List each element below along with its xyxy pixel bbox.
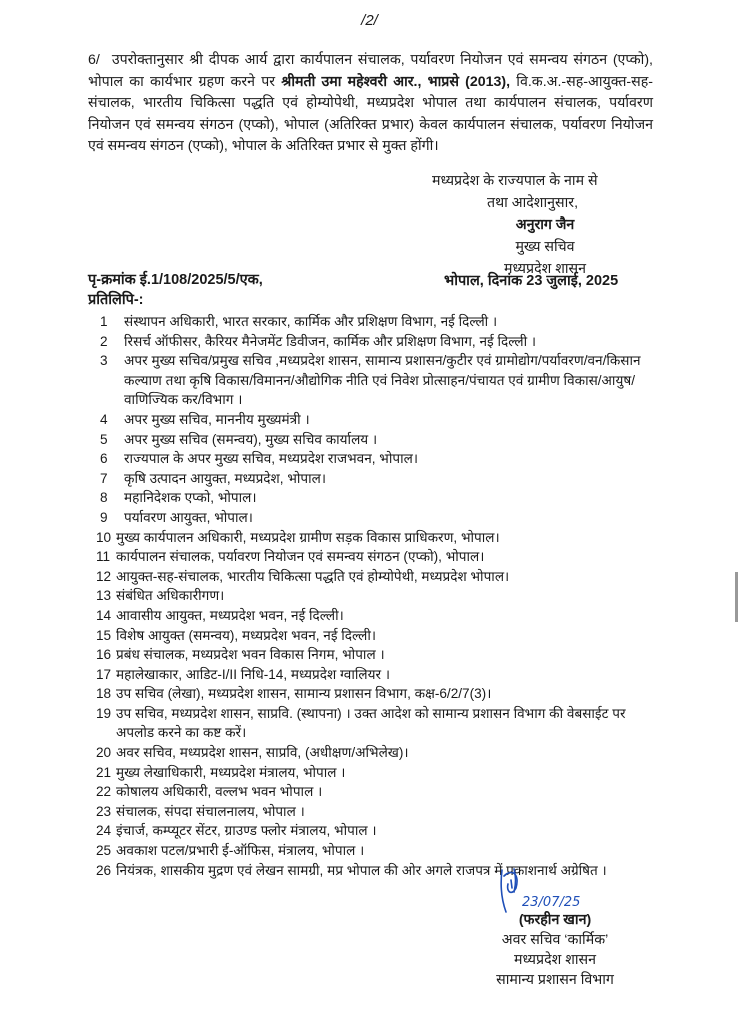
copy-list-item [96,704,660,743]
chief-secretary-name: अनुराग जैन [515,217,575,233]
copy-list-number: 20 [96,745,112,761]
signatory-designation: अवर सचिव ‘कार्मिक’ [501,932,609,948]
signatory-department: सामान्य प्रशासन विभाग [496,972,614,988]
copy-list-text: महानिदेशक एप्को, भोपाल। [124,490,257,506]
copy-list-text: नियंत्रक, शासकीय मुद्रण एवं लेखन सामग्री, मप्र भोपाल की ओर अगले राजपत्र में प्रकाशनार्थ अग्रेषित । [116,862,607,878]
authority-line-1: मध्यप्रदेश के राज्यपाल के नाम से [432,173,598,189]
copy-list-number: 15 [96,627,112,643]
copy-list-item [96,802,660,822]
copy-list-item [96,567,660,587]
copy-list-number: 8 [100,490,108,506]
copy-list-number: 22 [96,784,112,800]
copy-list-number: 13 [96,588,112,604]
copy-list-number: 18 [96,686,112,702]
signatory-block [455,910,655,990]
reference-block [88,270,263,310]
copy-list-item [100,469,660,489]
signature-date: 23/07/25 [522,895,581,910]
copy-list-text: संस्थापन अधिकारी, भारत सरकार, कार्मिक और प्रशिक्षण विभाग, नई दिल्ली । [124,314,498,329]
copy-list-number: 23 [96,803,112,819]
copy-list-number: 7 [100,470,108,486]
copy-list-item [96,665,660,685]
copy-list-text: रिसर्च ऑफीसर, कैरियर मैनेजमेंट डिवीजन, कार्मिक और प्रशिक्षण विभाग, नई दिल्ली । [124,333,537,349]
reference-number: पृ-क्रमांक ई.1/108/2025/5/एक, [88,272,263,288]
page-number: /2/ [361,12,378,29]
copy-list-number: 19 [96,705,112,721]
copy-list-number: 5 [100,431,108,447]
copy-label: प्रतिलिपि-: [88,292,144,308]
chief-secretary-designation: मुख्य सचिव [515,239,575,255]
copy-list-item [96,606,660,626]
copy-list-item [96,743,660,763]
copy-list-number: 26 [96,862,112,878]
copy-list-number: 25 [96,843,112,859]
copy-list-item [100,351,660,410]
copy-list-number: 2 [100,333,108,349]
copy-list-number: 10 [96,529,112,545]
copy-list-text: कोषालय अधिकारी, वल्लभ भवन भोपाल । [116,784,323,800]
copy-list-item [96,763,660,783]
copy-list-item [100,410,660,430]
copy-list-number: 3 [100,353,108,369]
copy-list-text: विशेष आयुक्त (समन्वय), मध्यप्रदेश भवन, नई दिल्ली। [116,627,377,643]
copy-list-text: राज्यपाल के अपर मुख्य सचिव, मध्यप्रदेश राजभवन, भोपाल। [124,451,418,467]
paragraph-text-1: उपरोक्तानुसार श्री दीपक आर्य द्वारा कार्यपालन संचालक, पर्यावरण नियोजन एवं समन्वय संगठन (एप्को), भोपाल का कार्यभार ग्रहण करने पर [88,52,653,90]
copy-list-number: 12 [96,568,112,584]
authority-line-2: तथा आदेशानुसार, [487,195,579,211]
copy-list-item [96,645,660,665]
copy-list-text: अपर मुख्य सचिव/प्रमुख सचिव ,मध्यप्रदेश शासन, सामान्य प्रशासन/कुटीर एवं ग्रामोद्योग/पर्यावरण/वन/किसान कल्याण तथा कृषि विकास/विमानन/औद्योगिक नीति एवं निवेश प्रोत्साहन/पंचायत एवं ग्रामीण विकास/आयुष/ वाणिज्यिक कर/विभाग । [124,353,641,408]
copy-list-item [96,684,660,704]
copy-list-text: प्रबंध संचालक, मध्यप्रदेश भवन विकास निगम, भोपाल । [116,647,385,663]
copy-list-item [100,508,660,528]
copy-list-number: 24 [96,823,112,839]
copy-list-text: अवर सचिव, मध्यप्रदेश शासन, साप्रवि, (अधीक्षण/अभिलेख)। [116,745,409,761]
copy-list-number: 11 [96,549,111,565]
paragraph-number: 6/ [88,52,100,68]
copy-list-item [96,782,660,802]
copy-list-number: 16 [96,647,112,663]
copy-list [96,312,660,880]
signatory-name: (फरहीन खान) [518,912,592,928]
copy-list-text: कार्यपालन संचालक, पर्यावरण नियोजन एवं समन्वय संगठन (एप्को), भोपाल। [116,549,485,565]
copy-list-text: पर्यावरण आयुक्त, भोपाल। [124,509,253,525]
copy-list-text: आवासीय आयुक्त, मध्यप्रदेश भवन, नई दिल्ली। [116,607,344,623]
copy-list-text: मुख्य लेखाधिकारी, मध्यप्रदेश मंत्रालय, भोपाल । [116,764,346,780]
copy-list-number: 1 [100,314,108,329]
copy-list-item [96,626,660,646]
copy-list-text: अवकाश पटल/प्रभारी ई-ऑफिस, मंत्रालय, भोपाल । [116,843,365,859]
copy-list-item [100,312,660,332]
copy-list-number: 6 [100,451,108,467]
copy-list-text: कृषि उत्पादन आयुक्त, मध्यप्रदेश, भोपाल। [124,470,327,486]
copy-list-text: संचालक, संपदा संचालनालय, भोपाल । [116,803,305,819]
copy-list-text: महालेखाकार, आडिट-I/II निधि-14, मध्यप्रदेश ग्वालियर । [116,666,391,682]
copy-list-text: उप सचिव, मध्यप्रदेश शासन, साप्रवि. (स्थापना) । उक्त आदेश को सामान्य प्रशासन विभाग की वेबसाईट पर अपलोड करने का कष्ट करें। [116,705,626,741]
copy-list-item [100,430,660,450]
copy-list-text: इंचार्ज, कम्प्यूटर सेंटर, ग्राउण्ड फ्लोर मंत्रालय, भोपाल । [116,823,377,839]
copy-list-item [96,547,660,567]
copy-list-number: 21 [96,764,112,780]
copy-list-item [100,332,660,352]
copy-list-text: अपर मुख्य सचिव (समन्वय), मुख्य सचिव कार्यालय । [124,431,378,447]
signatory-office: मध्यप्रदेश शासन [513,952,597,968]
copy-list-item [100,449,660,469]
copy-list-text: मुख्य कार्यपालन अधिकारी, मध्यप्रदेश ग्रामीण सड़क विकास प्राधिकरण, भोपाल। [116,529,500,545]
chief-secretary-office: मध्यप्रदेश शासन [503,261,587,277]
copy-list-text: उप सचिव (लेखा), मध्यप्रदेश शासन, सामान्य प्रशासन विभाग, कक्ष-6/2/7(3)। [116,686,492,702]
copy-list-number: 17 [96,666,112,682]
copy-list-item [100,488,660,508]
authority-block [420,170,670,280]
officer-name-bold: श्रीमती उमा महेश्वरी आर., भाप्रसे (2013), [281,73,511,90]
copy-list-text: आयुक्त-सह-संचालक, भारतीय चिकित्सा पद्धति एवं होम्योपेथी, मध्यप्रदेश भोपाल। [116,568,510,584]
copy-list-item [96,586,660,606]
order-paragraph [88,50,653,158]
scan-edge-mark [735,572,738,622]
copy-list-item [96,821,660,841]
copy-list-text: अपर मुख्य सचिव, माननीय मुख्यमंत्री । [124,411,310,427]
copy-list-number: 14 [96,607,112,623]
handwritten-signature [492,866,622,916]
copy-list-item [96,841,660,861]
copy-list-number: 9 [100,509,108,525]
paragraph-text-2: वि.क.अ.-सह-आयुक्त-सह-संचालक, भारतीय चिकित्सा पद्धति एवं होम्योपेथी, मध्यप्रदेश भोपाल तथा कार्यपालन संचालक, पर्यावरण नियोजन एवं समन्वय संगठन (एप्को), भोपाल (अतिरिक्त प्रभार) केवल कार्यपालन संचालक, पर्यावरण नियोजन एवं समन्वय संगठन (एप्को), भोपाल के अतिरिक्त प्रभार से मुक्त होंगी। [88,73,653,154]
copy-list-number: 4 [100,411,108,427]
place-date: भोपाल, दिनांक 23 जुलाई, 2025 [444,273,619,289]
copy-list-item [96,528,660,548]
copy-list-text: संबंधित अधिकारीगण। [116,588,225,604]
